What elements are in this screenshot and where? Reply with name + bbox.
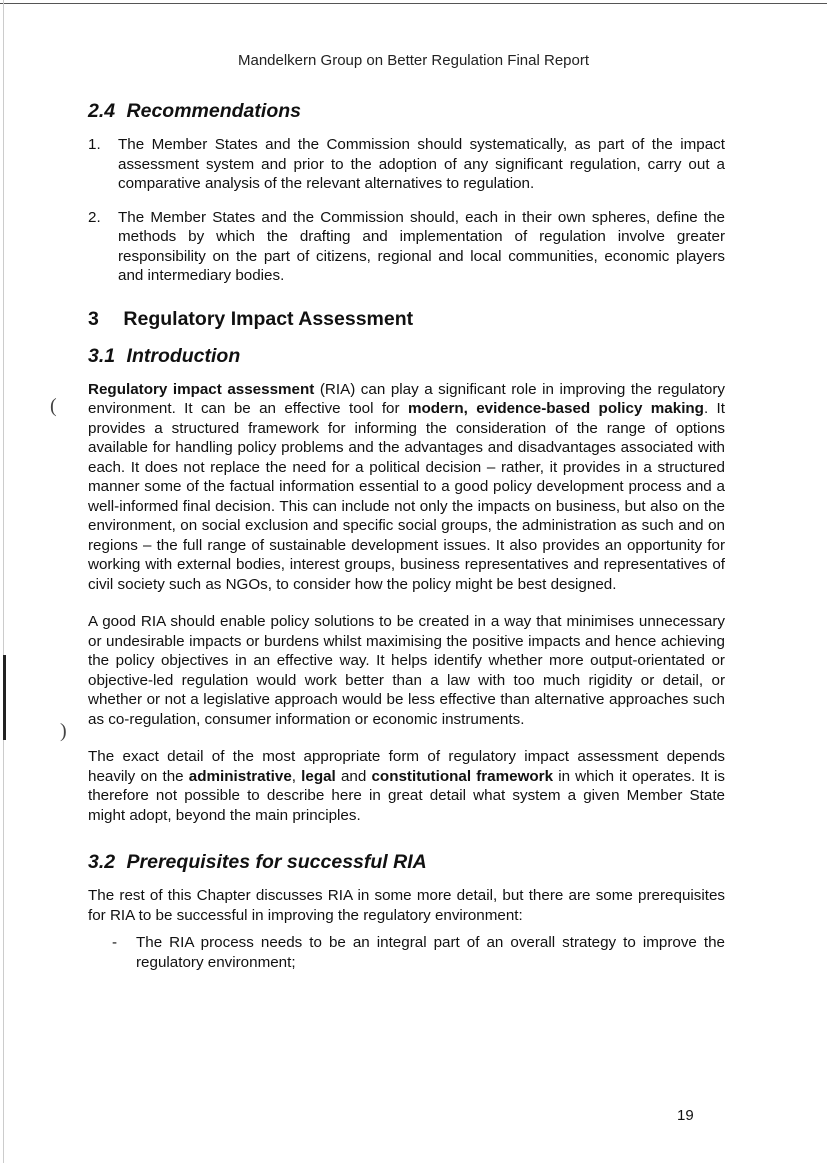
margin-punch-mark: ( (50, 395, 57, 417)
bold-term: legal (301, 767, 336, 785)
page-number: 19 (677, 1107, 694, 1124)
section-title: Introduction (126, 344, 241, 367)
list-item (88, 208, 725, 286)
recommendations-list (88, 135, 725, 286)
text-run: (RIA) can play a significant role in improving the regulatory environment. It can be an effective tool for (88, 380, 726, 417)
section-title: Regulatory Impact Assessment (123, 307, 414, 330)
running-header: Mandelkern Group on Better Regulation Final Report (237, 52, 590, 69)
section-title: Recommendations (126, 100, 301, 122)
text-run: in which it operates. It is therefore not possible to describe here in great detail what system a given Member State might adopt, beyond the main principles. (88, 767, 726, 824)
text-run: and (335, 767, 372, 785)
list-item (88, 135, 725, 194)
section-number: 2.4 (88, 100, 116, 122)
bold-term: modern, evidence-based policy making (407, 400, 704, 417)
list-item (88, 933, 725, 972)
bold-term: constitutional framework (371, 767, 554, 785)
list-number: 2. (88, 208, 101, 226)
dash-marker: - (112, 934, 118, 951)
section-title: Prerequisites for successful RIA (126, 851, 427, 873)
left-margin-bar (3, 655, 6, 740)
prerequisites-list (88, 933, 725, 972)
list-text: The Member States and the Commission should, each in their own spheres, define the methods by which the drafting and implementation of regulation involve greater responsibility on the part of citizens, regional and local communities, economic players and intermediary bodies. (118, 208, 725, 284)
text-run: The exact detail of the most appropriate form of regulatory impact assessment depends heavily on the (88, 748, 725, 785)
section-heading-3-1 (88, 345, 725, 368)
section-heading-3 (88, 308, 725, 331)
paragraph-exact-detail (88, 747, 725, 825)
margin-punch-mark: ) (60, 720, 67, 742)
list-text: The RIA process needs to be an integral part of an overall strategy to improve the regulatory environment; (136, 934, 725, 971)
section-heading-3-2 (88, 851, 725, 874)
section-number: 3.2 (88, 851, 116, 873)
paragraph-good-ria: A good RIA should enable policy solutions to be created in a way that minimises unnecessary or undesirable impacts or burdens whilst maximising the positive impacts and hence achieving the policy objectives in an effective way. It helps identify whether more output-orientated or objective-led regulation would work better than a law with too much rigidity or detail, or whether or not a legislative approach would be less effective than alternative approaches such as co-regulation, consumer information or economic instruments. (88, 613, 725, 728)
top-rule (0, 3, 827, 4)
list-text: The Member States and the Commission should systematically, as part of the impact assessment system and prior to the adoption of any significant regulation, carry out a comparative analysis of the relevant alternatives to regulation. (118, 136, 725, 192)
section-heading-2-4 (88, 100, 725, 123)
section-number: 3.1 (88, 344, 116, 367)
page-content (88, 100, 725, 972)
list-number: 1. (88, 136, 101, 153)
text-run: , (291, 767, 302, 785)
paragraph-prerequisites: The rest of this Chapter discusses RIA in some more detail, but there are some prerequisites for RIA to be successful in improving the regulatory environment: (88, 887, 725, 924)
bold-term: Regulatory impact assessment (88, 380, 315, 398)
left-edge-rule (3, 0, 4, 1163)
paragraph-ria-intro (88, 380, 725, 595)
section-number: 3 (88, 307, 99, 330)
bold-term: administrative (188, 767, 292, 785)
text-run: . It provides a structured framework for informing the consideration of the range of options available for handling policy problems and the advantages and disadvantages associated with each. It does not replace the need for a political decision – rather, it provides in a structured manner some of the factual information essential to a good policy development process and a well-informed final decision. This can include not only the impacts on business, but also on the environment, on social exclusion and specific social groups, the administration as such and on regions – the full range of sustainable development issues. It also provides an opportunity for working with external bodies, interest groups, business representatives and representatives of civil society such as NGOs, to consider how the policy might be best designed. (88, 400, 725, 593)
